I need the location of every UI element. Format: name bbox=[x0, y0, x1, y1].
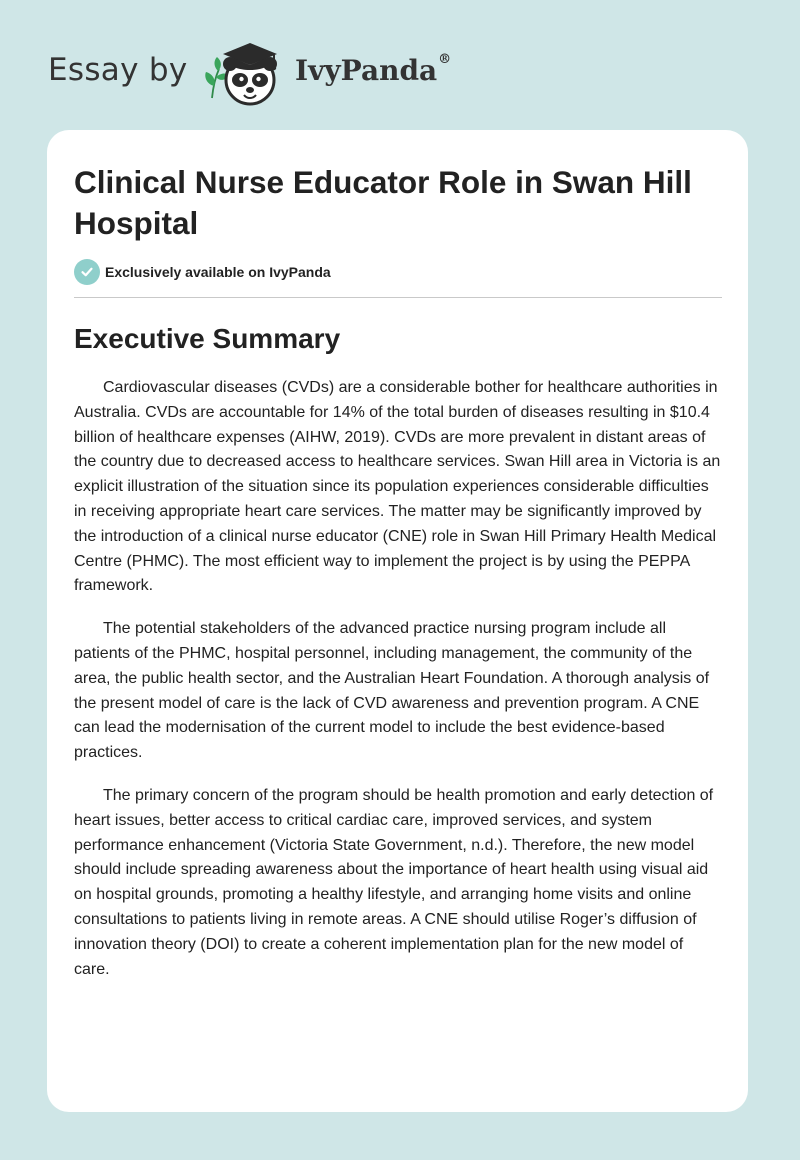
check-icon bbox=[74, 259, 100, 285]
paragraph: The primary concern of the program should be health promotion and early detection of heart issues, better access to critical cardiac care, improved services, and system performance enhancement (Victoria State Government, n.d.). Therefore, the new model should include spreading awareness about the importance of heart health using visual aid on hospital grounds, promoting a healthy lifestyle, and arranging home visits and online consultations to patients living in remote areas. A CNE should utilise Roger’s diffusion of innovation theory (DOI) to create a coherent implementation plan for the new model of care. bbox=[74, 786, 714, 978]
brand-prefix: Essay by bbox=[48, 52, 188, 88]
paragraph: The potential stakeholders of the advanced practice nursing program include all patients of the PHMC, hospital personnel, including management, the community of the area, the public health sector, and the Australian Heart Foundation. A thorough analysis of the present model of care is the lack of CVD awareness and prevention program. A CNE can lead the modernisation of the current model to include the best evidence-based practices. bbox=[74, 620, 710, 762]
section-heading: Executive Summary bbox=[74, 323, 341, 354]
brand-name bbox=[295, 54, 451, 87]
brand-name-text: IvyPanda bbox=[295, 54, 438, 87]
registered-mark: ® bbox=[438, 52, 452, 67]
site-branding[interactable] bbox=[48, 36, 508, 108]
paragraph: Cardiovascular diseases (CVDs) are a considerable bother for healthcare authorities in Australia. CVDs are accountable for 14% of the total burden of diseases resulting in $10.4 billion of healthcare expenses (AIHW, 2019). CVDs are more prevalent in distant areas of the country due to decreased access to healthcare services. Swan Hill area in Victoria is an explicit illustration of the situation since its population experiences considerable difficulties in receiving appropriate heart care services. The matter may be significantly improved by the introduction of a clinical nurse educator (CNE) role in Swan Hill Primary Health Medical Centre (PHMC). The most efficient way to implement the project is by using the PEPPA framework. bbox=[74, 379, 721, 595]
exclusive-badge bbox=[74, 259, 722, 285]
exclusive-badge-label: Exclusively available on IvyPanda bbox=[105, 264, 331, 280]
panda-graduate-icon bbox=[203, 36, 295, 108]
essay-card bbox=[47, 130, 748, 1112]
divider bbox=[74, 297, 722, 298]
essay-body bbox=[74, 376, 722, 982]
essay-title: Clinical Nurse Educator Role in Swan Hill Hospital bbox=[74, 164, 692, 241]
